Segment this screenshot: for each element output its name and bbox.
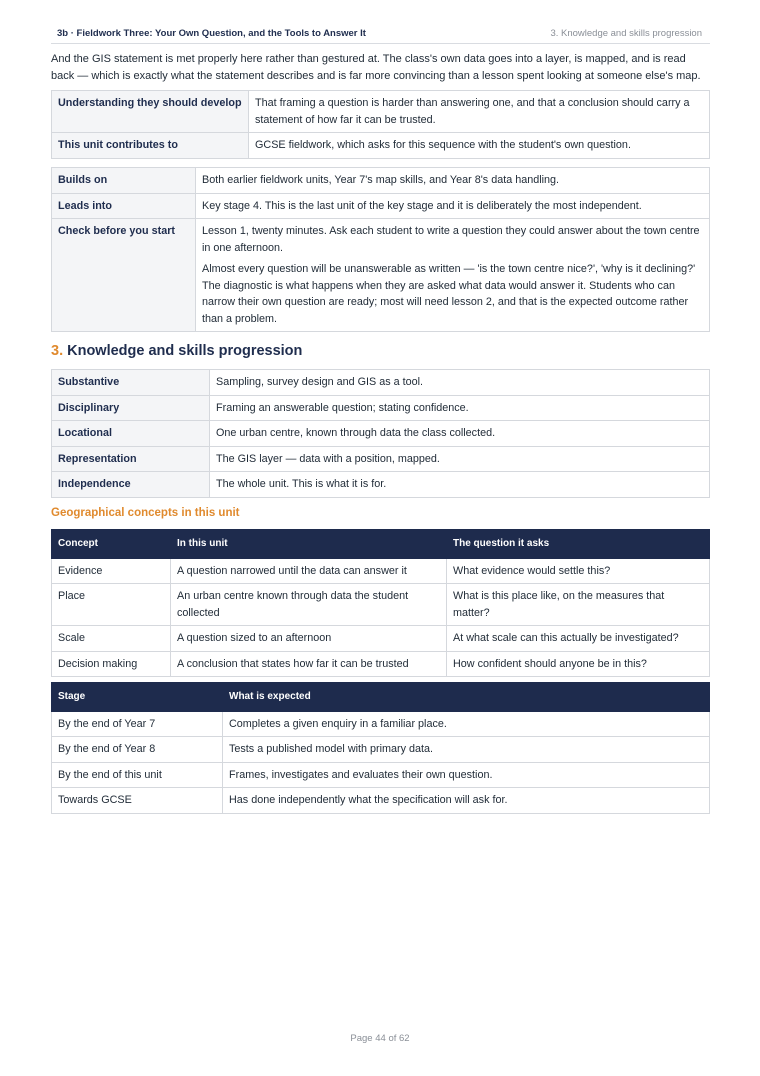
table-header-row: [52, 683, 710, 712]
row-label: Understanding they should develop: [52, 91, 249, 133]
table-cell: Towards GCSE: [52, 788, 223, 814]
table-row: [52, 133, 710, 159]
table-row: [52, 421, 710, 447]
table-cell: What is this place like, on the measures that matter?: [447, 584, 710, 626]
table-row: [52, 711, 710, 737]
table-cell: By the end of this unit: [52, 762, 223, 788]
table-cell: A question narrowed until the data can answer it: [171, 558, 447, 584]
table-cell: Tests a published model with primary data.: [223, 737, 710, 763]
table-row: [52, 168, 710, 194]
understanding-table: [51, 90, 710, 159]
row-value: Sampling, survey design and GIS as a tool.: [210, 370, 710, 396]
table-row: [52, 558, 710, 584]
table-cell: What evidence would settle this?: [447, 558, 710, 584]
knowledge-table: [51, 369, 710, 498]
row-value: Framing an answerable question; stating confidence.: [210, 395, 710, 421]
row-label: Disciplinary: [52, 395, 210, 421]
column-header: Stage: [52, 683, 223, 712]
page-number: Page 44 of 62: [350, 1033, 410, 1044]
row-label: Representation: [52, 446, 210, 472]
table-row: [52, 370, 710, 396]
table-row: [52, 472, 710, 498]
row-label: Independence: [52, 472, 210, 498]
table-row: [52, 788, 710, 814]
row-value: The whole unit. This is what it is for.: [210, 472, 710, 498]
header-section-title: 3. Knowledge and skills progression: [550, 28, 702, 39]
table-cell: Frames, investigates and evaluates their own question.: [223, 762, 710, 788]
column-header: In this unit: [171, 530, 447, 559]
table-cell: By the end of Year 7: [52, 711, 223, 737]
column-header: Concept: [52, 530, 171, 559]
table-row: [52, 446, 710, 472]
row-label: Check before you start: [52, 219, 196, 332]
row-value: One urban centre, known through data the class collected.: [210, 421, 710, 447]
table-row: [52, 626, 710, 652]
table-cell: An urban centre known through data the student collected: [171, 584, 447, 626]
row-label: Builds on: [52, 168, 196, 194]
table-cell: Place: [52, 584, 171, 626]
column-header: The question it asks: [447, 530, 710, 559]
sequence-table: [51, 167, 710, 332]
table-row: [52, 395, 710, 421]
row-value: That framing a question is harder than answering one, and that a conclusion should carry a statement of how far it can be trusted.: [249, 91, 710, 133]
table-cell: By the end of Year 8: [52, 737, 223, 763]
table-cell: How confident should anyone be in this?: [447, 651, 710, 677]
row-label: This unit contributes to: [52, 133, 249, 159]
section-number: 3.: [51, 343, 64, 359]
table-row: [52, 91, 710, 133]
running-header: [51, 28, 710, 44]
table-row: [52, 193, 710, 219]
section-heading: [51, 343, 302, 359]
row-value: [196, 219, 710, 332]
intro-paragraph: And the GIS statement is met properly here rather than gestured at. The class's own data goes into a layer, is mapped, and is read back — which is exactly what the statement describes and is far more convincing than a lesson spent looking at someone else's map.: [51, 53, 701, 82]
row-value: GCSE fieldwork, which asks for this sequence with the student's own question.: [249, 133, 710, 159]
row-value: Both earlier fieldwork units, Year 7's map skills, and Year 8's data handling.: [196, 168, 710, 194]
check-paragraph-2: Almost every question will be unanswerable as written — 'is the town centre nice?', 'why is it declining?' The diagnostic is what happens when they are asked what data would answer it. Students who can narrow their own question are ready; most will need lesson 2, and that is the expected outcome rather than a problem.: [202, 263, 696, 325]
table-cell: Evidence: [52, 558, 171, 584]
table-header-row: [52, 530, 710, 559]
row-label: Substantive: [52, 370, 210, 396]
row-label: Leads into: [52, 193, 196, 219]
table-cell: A question sized to an afternoon: [171, 626, 447, 652]
section-title: Knowledge and skills progression: [67, 343, 303, 359]
row-value: The GIS layer — data with a position, mapped.: [210, 446, 710, 472]
row-label: Locational: [52, 421, 210, 447]
table-row: [52, 762, 710, 788]
table-cell: A conclusion that states how far it can be trusted: [171, 651, 447, 677]
table-cell: Has done independently what the specification will ask for.: [223, 788, 710, 814]
check-paragraph-1: Lesson 1, twenty minutes. Ask each student to write a question they could answer about the town centre in one afternoon.: [202, 225, 700, 254]
table-row: [52, 219, 710, 332]
concepts-heading: Geographical concepts in this unit: [51, 507, 240, 519]
header-unit-title: 3b · Fieldwork Three: Your Own Question, and the Tools to Answer It: [57, 28, 366, 39]
table-cell: Completes a given enquiry in a familiar place.: [223, 711, 710, 737]
column-header: What is expected: [223, 683, 710, 712]
concepts-table: [51, 529, 710, 677]
table-row: [52, 737, 710, 763]
table-cell: Decision making: [52, 651, 171, 677]
table-cell: Scale: [52, 626, 171, 652]
row-value: Key stage 4. This is the last unit of the key stage and it is deliberately the most independent.: [196, 193, 710, 219]
table-cell: At what scale can this actually be investigated?: [447, 626, 710, 652]
table-row: [52, 584, 710, 626]
stages-table: [51, 682, 710, 814]
table-row: [52, 651, 710, 677]
